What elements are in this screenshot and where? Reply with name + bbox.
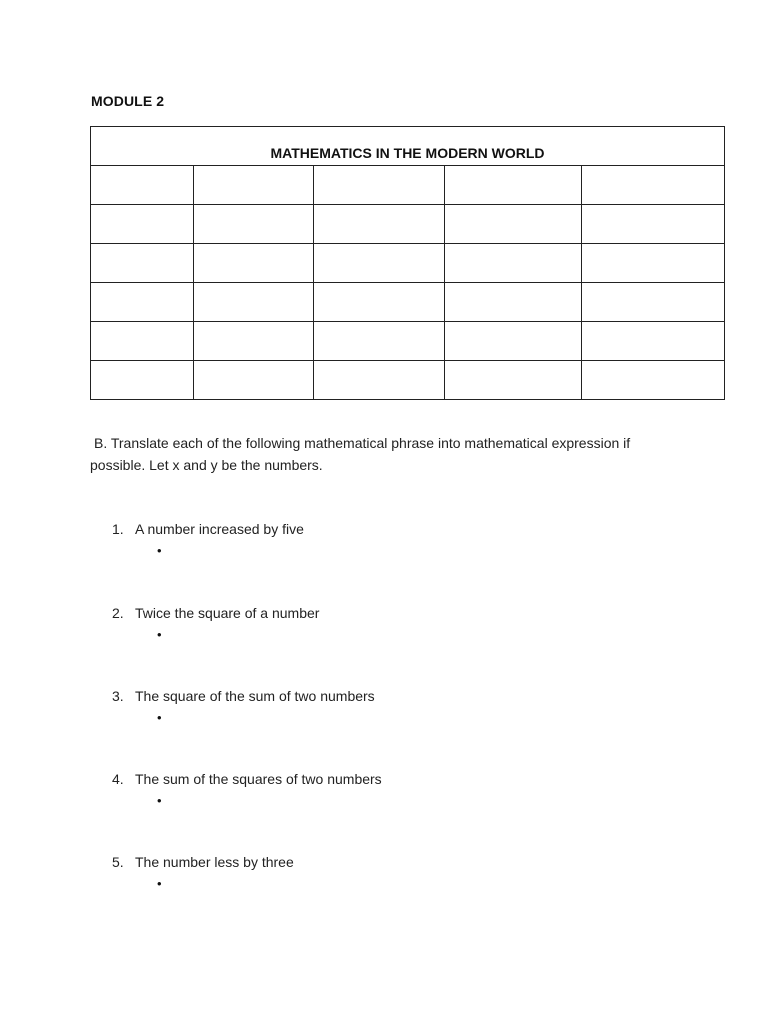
table-cell[interactable] (91, 283, 194, 322)
table-row (91, 283, 725, 322)
answer-bullet: • (157, 543, 162, 558)
table-cell[interactable] (582, 322, 725, 361)
table-cell[interactable] (445, 322, 582, 361)
table-cell[interactable] (582, 244, 725, 283)
table-row (91, 322, 725, 361)
table-cell[interactable] (314, 205, 445, 244)
item-text: The sum of the squares of two numbers (135, 771, 382, 787)
answer-bullet: • (157, 710, 162, 725)
module-title: MODULE 2 (91, 93, 165, 109)
item-text: The number less by three (135, 854, 294, 870)
table-cell[interactable] (582, 205, 725, 244)
table-row (91, 244, 725, 283)
table-cell[interactable] (314, 361, 445, 400)
table-cell[interactable] (445, 361, 582, 400)
table-cell[interactable] (194, 322, 314, 361)
table-cell[interactable] (91, 322, 194, 361)
table-cell[interactable] (314, 244, 445, 283)
table-cell[interactable] (445, 283, 582, 322)
table-cell[interactable] (91, 244, 194, 283)
answer-bullet: • (157, 793, 162, 808)
item-text: Twice the square of a number (135, 605, 320, 621)
table-cell[interactable] (582, 361, 725, 400)
item-number: 1. (112, 521, 124, 537)
table-cell[interactable] (194, 205, 314, 244)
instructions (90, 432, 690, 476)
table-cell[interactable] (582, 166, 725, 205)
table-cell[interactable] (91, 166, 194, 205)
instructions-line-1: B. Translate each of the following mathematical phrase into mathematical expression if (94, 435, 631, 451)
item-number: 5. (112, 854, 124, 870)
table-cell[interactable] (445, 166, 582, 205)
table-row (91, 205, 725, 244)
table-cell[interactable] (194, 283, 314, 322)
table-cell[interactable] (91, 205, 194, 244)
item-number: 3. (112, 688, 124, 704)
list-item (112, 605, 319, 621)
table-cell[interactable] (314, 322, 445, 361)
table-cell[interactable] (314, 166, 445, 205)
table-row (91, 361, 725, 400)
list-item (112, 771, 382, 787)
table-row (91, 166, 725, 205)
table-cell[interactable] (314, 283, 445, 322)
table-cell[interactable] (445, 205, 582, 244)
table-cell[interactable] (582, 283, 725, 322)
answer-bullet: • (157, 876, 162, 891)
list-item (112, 521, 304, 537)
item-text: The square of the sum of two numbers (135, 688, 375, 704)
table-cell[interactable] (194, 166, 314, 205)
table-cell[interactable] (194, 361, 314, 400)
table-cell[interactable] (91, 361, 194, 400)
table-cell[interactable] (445, 244, 582, 283)
worksheet-table (90, 126, 725, 400)
instructions-line-2: possible. Let x and y be the numbers. (90, 457, 323, 473)
table-header-row (91, 127, 725, 166)
list-item (112, 854, 294, 870)
item-text: A number increased by five (135, 521, 304, 537)
item-number: 2. (112, 605, 124, 621)
item-number: 4. (112, 771, 124, 787)
table-title: MATHEMATICS IN THE MODERN WORLD (91, 127, 725, 166)
answer-bullet: • (157, 627, 162, 642)
table-cell[interactable] (194, 244, 314, 283)
list-item (112, 688, 375, 704)
